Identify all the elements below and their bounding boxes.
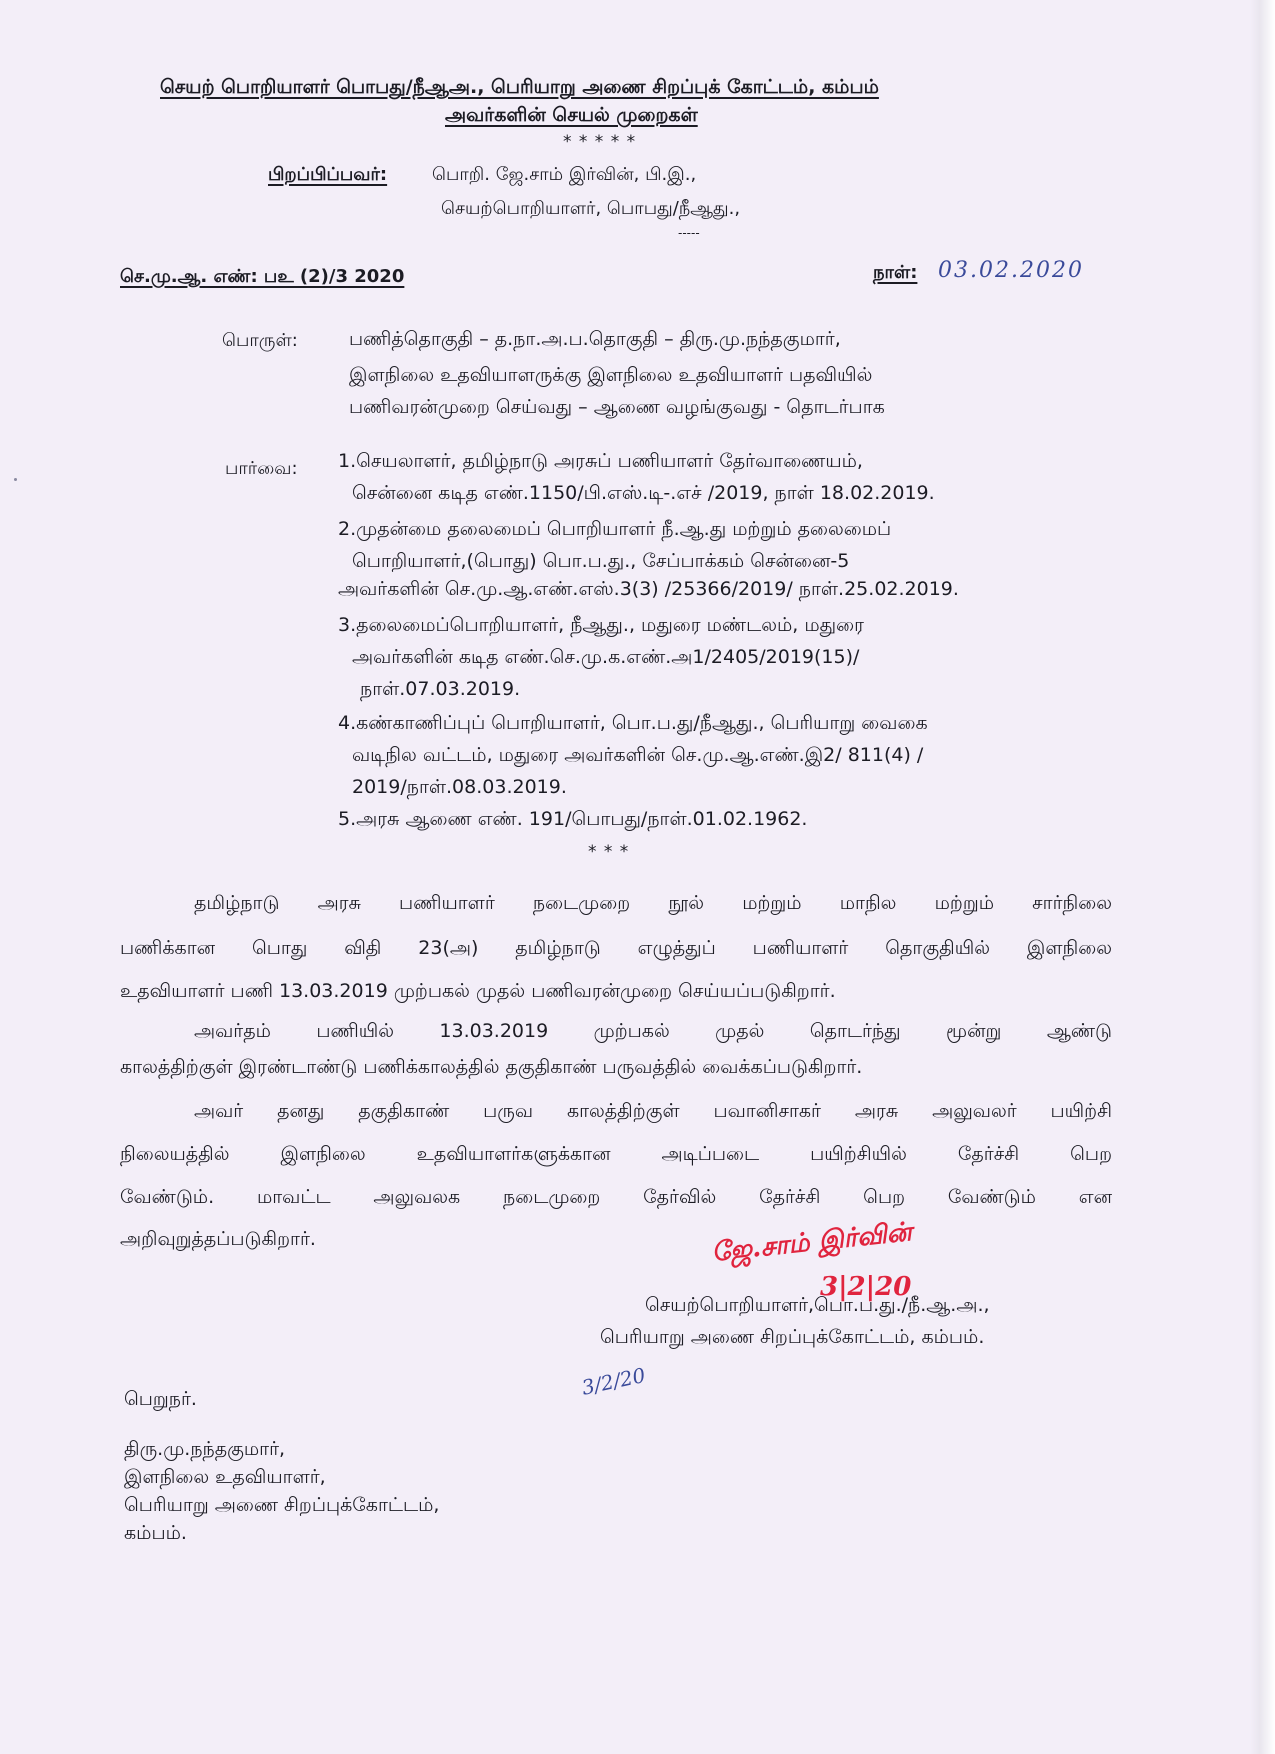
- body-paragraph-3-line: அவர் தனது தகுதிகாண் பருவ காலத்திற்குள் பவானிசாகர் அரசு அலுவலர் பயிற்சி: [194, 1100, 1112, 1122]
- body-paragraph-1-line: உதவியாளர் பணி 13.03.2019 முற்பகல் முதல் பணிவரன்முறை செய்யப்படுகிறார்.: [120, 980, 836, 1002]
- body-paragraph-3-line: வேண்டும். மாவட்ட அலுவலக நடைமுறை தேர்வில் தேர்ச்சி பெற வேண்டும் என: [120, 1186, 1112, 1208]
- body-paragraph-1-line: தமிழ்நாடு அரசு பணியாளர் நடைமுறை நூல் மற்றும் மாநில மற்றும் சார்நிலை: [194, 892, 1112, 914]
- reference-line: சென்னை கடித எண்.1150/பி.எஸ்.டி-.எச் /2019, நாள் 18.02.2019.: [352, 482, 935, 504]
- reference-number: செ.மு.ஆ. எண்: பஉ (2)/3 2020: [120, 266, 405, 287]
- header-stars: * * * * *: [563, 132, 637, 152]
- reference-line: 2019/நாள்.08.03.2019.: [352, 776, 567, 798]
- references-label: பார்வை:: [225, 458, 298, 479]
- signatory-office: பெரியாறு அணை சிறப்புக்கோட்டம், கம்பம்.: [600, 1326, 985, 1348]
- document-title: செயற் பொறியாளர் பொபது/நீஆஅ., பெரியாறு அணை சிறப்புக் கோட்டம், கம்பம்: [160, 76, 879, 98]
- reference-line: 1.செயலாளர், தமிழ்நாடு அரசுப் பணியாளர் தேர்வாணையம்,: [338, 450, 863, 472]
- recipient-line: கம்பம்.: [124, 1522, 187, 1544]
- reference-line: 3.தலைமைப்பொறியாளர், நீஆது., மதுரை மண்டலம், மதுரை: [338, 614, 864, 636]
- handwritten-signature-date: 3|2|20: [820, 1272, 912, 1302]
- reference-line: அவர்களின் செ.மு.ஆ.எண்.எஸ்.3(3) /25366/2019/ நாள்.25.02.2019.: [338, 578, 959, 600]
- signatory-designation: செயற்பொறியாளர்,பொ.ப.து./நீ.ஆ.அ.,: [645, 1294, 990, 1316]
- document-subtitle: அவர்களின் செயல் முறைகள்: [445, 104, 698, 126]
- reference-line: நாள்.07.03.2019.: [360, 678, 521, 700]
- reference-line: 4.கண்காணிப்புப் பொறியாளர், பொ.ப.து/நீஆது., பெரியாறு வைகை: [338, 712, 928, 734]
- subject-line: பணிவரன்முறை செய்வது – ஆணை வழங்குவது - தொடர்பாக: [349, 396, 885, 418]
- date-label: நாள்:: [873, 262, 918, 283]
- issuer-designation: செயற்பொறியாளர், பொபது/நீஆது.,: [441, 198, 741, 219]
- handwritten-signature: ஜே.சாம் இர்வின்: [710, 1217, 914, 1268]
- body-paragraph-1-line: பணிக்கான பொது விதி 23(அ) தமிழ்நாடு எழுத்துப் பணியாளர் தொகுதியில் இளநிலை: [120, 937, 1112, 959]
- subject-line: பணித்தொகுதி – த.நா.அ.ப.தொகுதி – திரு.மு.நந்தகுமார்,: [349, 328, 841, 350]
- reference-line: 2.முதன்மை தலைமைப் பொறியாளர் நீ.ஆ.து மற்றும் தலைமைப்: [338, 518, 892, 540]
- date-value: 03.02.2020: [938, 258, 1084, 283]
- subject-label: பொருள்:: [222, 330, 298, 351]
- scan-edge: [1250, 0, 1275, 1754]
- body-paragraph-2-line: காலத்திற்குள் இரண்டாண்டு பணிக்காலத்தில் தகுதிகாண் பருவத்தில் வைக்கப்படுகிறார்.: [120, 1056, 863, 1078]
- body-paragraph-3-line: அறிவுறுத்தப்படுகிறார்.: [120, 1228, 316, 1250]
- issuer-label: பிறப்பிப்பவர்:: [268, 164, 388, 185]
- body-paragraph-3-line: நிலையத்தில் இளநிலை உதவியாளர்களுக்கான அடிப்படை பயிற்சியில் தேர்ச்சி பெற: [120, 1143, 1112, 1165]
- references-stars: * * *: [588, 842, 630, 862]
- reference-line: அவர்களின் கடித எண்.செ.மு.க.எண்.அ1/2405/2019(15)/: [352, 646, 860, 668]
- recipient-label: பெறுநர்.: [124, 1388, 197, 1410]
- reference-line: 5.அரசு ஆணை எண். 191/பொபது/நாள்.01.02.1962.: [338, 808, 808, 830]
- recipient-line: இளநிலை உதவியாளர்,: [124, 1466, 326, 1488]
- paper-speck: [14, 478, 17, 481]
- issuer-dashes: -----: [678, 226, 700, 240]
- body-paragraph-2-line: அவர்தம் பணியில் 13.03.2019 முற்பகல் முதல் தொடர்ந்து மூன்று ஆண்டு: [194, 1020, 1112, 1042]
- reference-line: பொறியாளர்,(பொது) பொ.ப.து., சேப்பாக்கம் சென்னை-5: [352, 550, 850, 572]
- subject-line: இளநிலை உதவியாளருக்கு இளநிலை உதவியாளர் பதவியில்: [349, 364, 873, 386]
- recipient-line: பெரியாறு அணை சிறப்புக்கோட்டம்,: [124, 1494, 440, 1516]
- recipient-line: திரு.மு.நந்தகுமார்,: [124, 1438, 286, 1460]
- initials-date: 3/2/20: [579, 1362, 648, 1400]
- reference-line: வடிநில வட்டம், மதுரை அவர்களின் செ.மு.ஆ.எண்.இ2/ 811(4) /: [352, 744, 924, 766]
- issuer-name: பொறி. ஜே.சாம் இர்வின், பி.இ.,: [432, 164, 697, 185]
